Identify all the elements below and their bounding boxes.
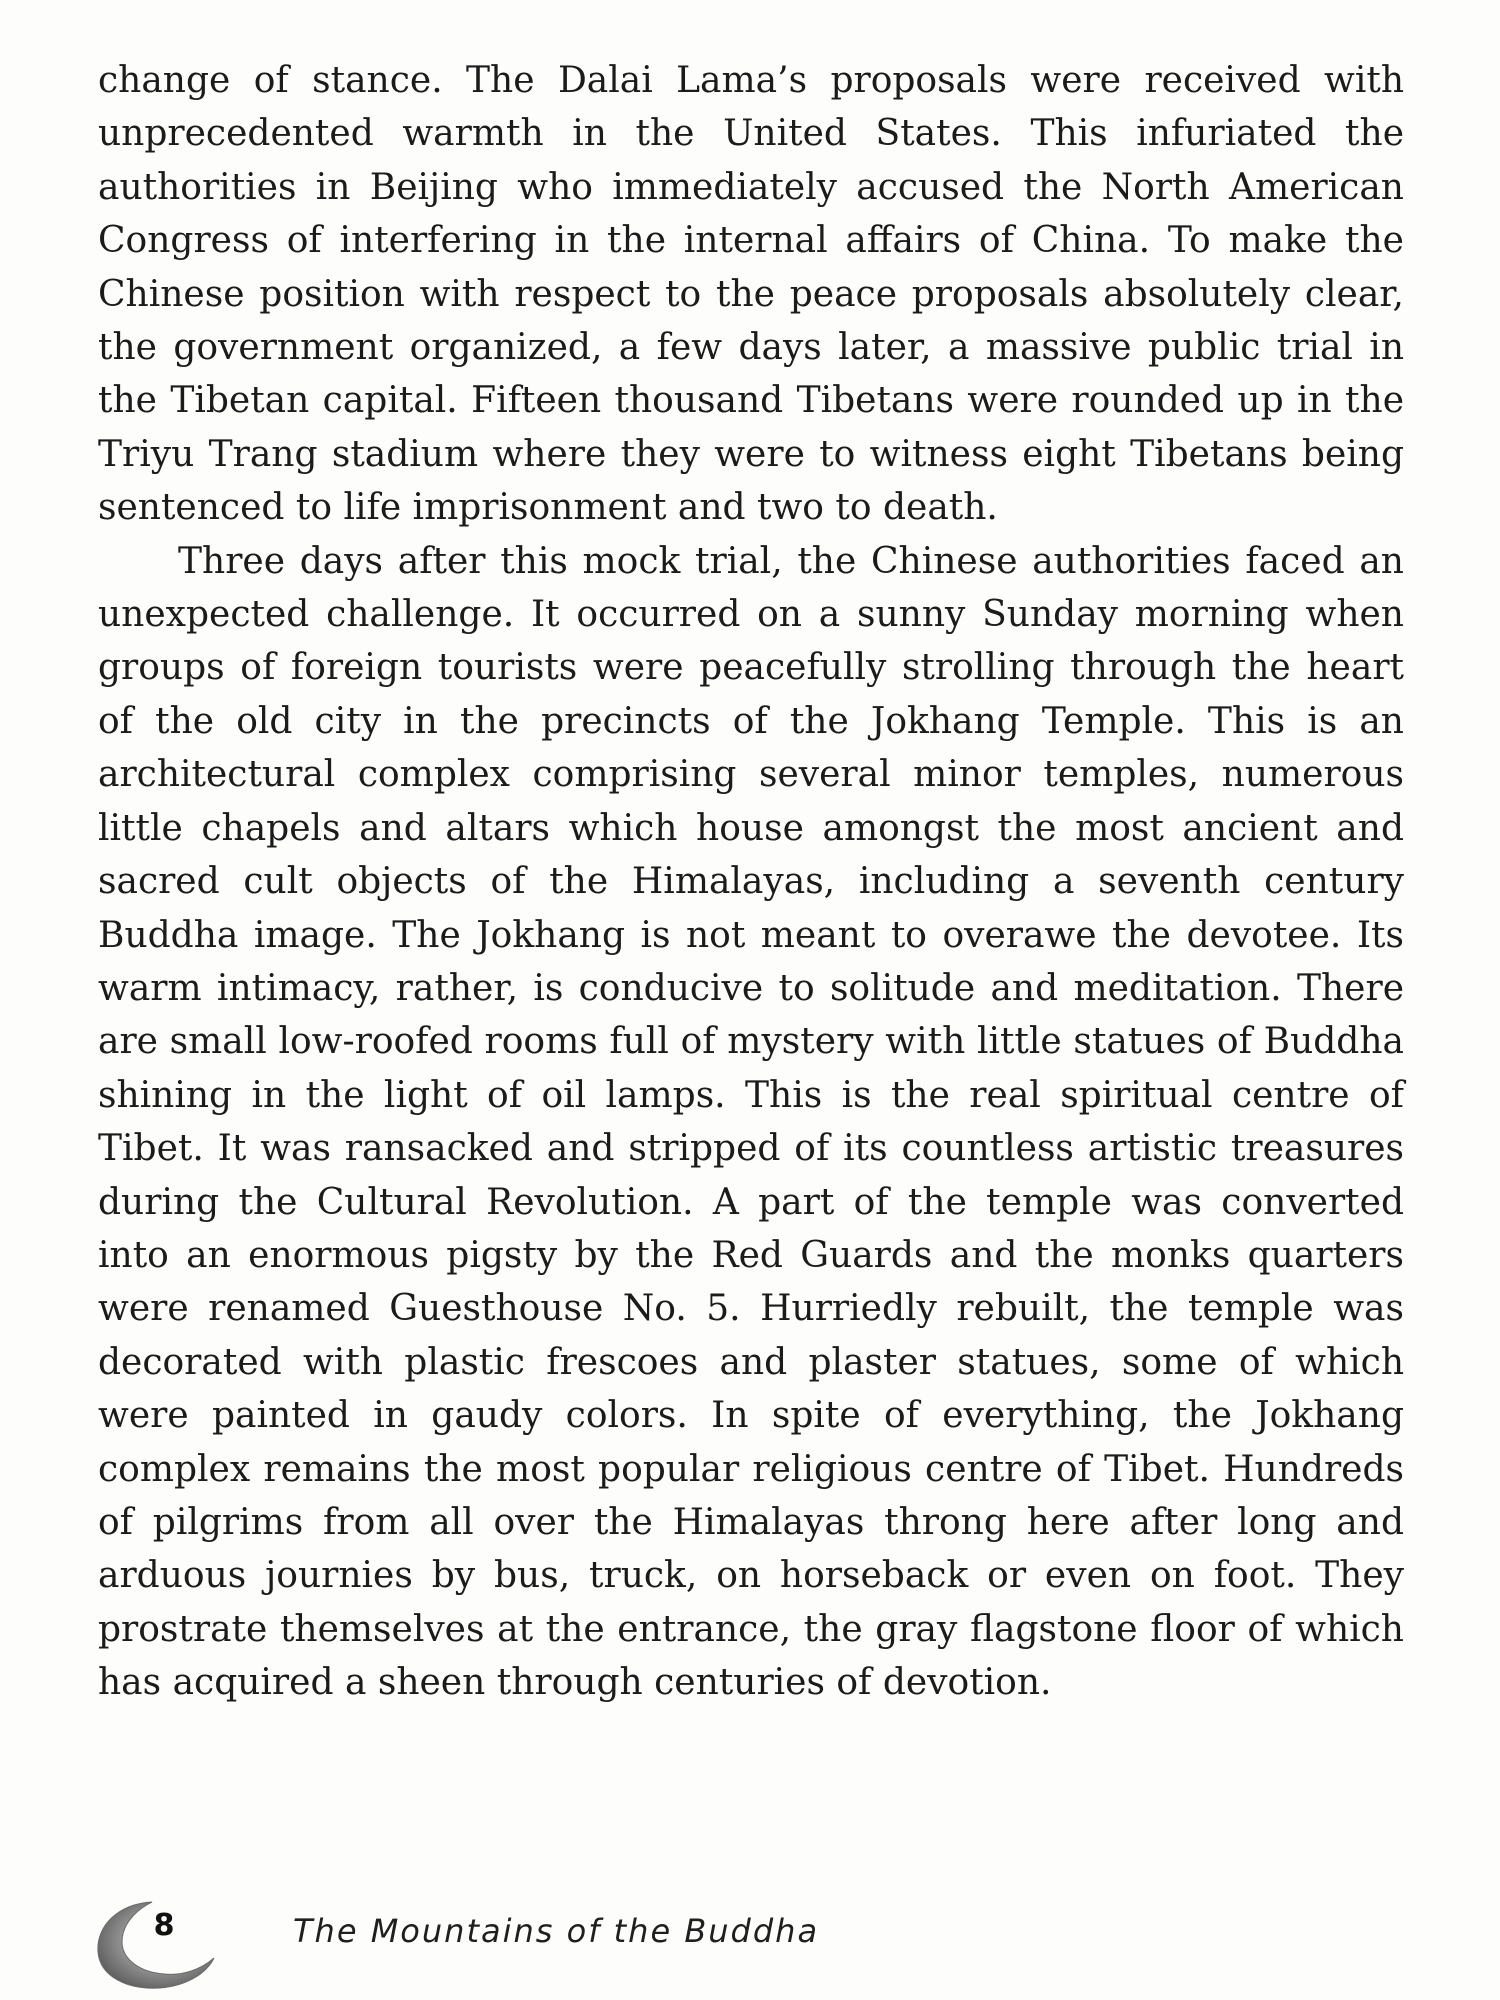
page-footer [90, 1900, 1410, 1990]
paragraph-2: Three days after this mock trial, the Chinese authorities faced an unexpected challenge. It occurred on a sunny Sunday morning when groups of foreign tourists were peacefully strolling through the heart of the old city in the precincts of the Jokhang Temple. This is an architectural complex comprising several minor temples, numerous little chapels and altars which house amongst the most ancient and sacred cult objects of the Himalayas, including a seventh century Buddha image. The Jokhang is not meant to overawe the devotee. Its warm intimacy, rather, is conducive to solitude and meditation. There are small low-roofed rooms full of mystery with little statues of Buddha shining in the light of oil lamps. This is the real spiritual centre of Tibet. It was ransacked and stripped of its countless artistic treasures during the Cultural Revolution. A part of the temple was converted into an enormous pigsty by the Red Guards and the monks quarters were renamed Guesthouse No. 5. Hurriedly rebuilt, the temple was decorated with plastic frescoes and plaster statues, some of which were painted in gaudy colors. In spite of everything, the Jokhang complex remains the most popular religious centre of Tibet. Hundreds of pilgrims from all over the Himalayas throng here after long and arduous journies by bus, truck, on horseback or even on foot. They prostrate themselves at the entrance, the gray flagstone floor of which has acquired a sheen through centuries of devotion. [98, 540, 1404, 1704]
page-number: 8 [153, 1908, 175, 1943]
paragraph-1: change of stance. The Dalai Lama’s proposals were received with unprecedented warmth in the United States. This infuriated the authorities in Beijing who immediately accused the North American Congress of interfering in the internal affairs of China. To make the Chinese position with respect to the peace proposals absolutely clear, the government organized, a few days later, a massive public trial in the Tibetan capital. Fifteen thousand Tibetans were rounded up in the Triyu Trang stadium where they were to witness eight Tibetans being sentenced to life imprisonment and two to death. [98, 60, 1404, 529]
body-text [98, 54, 1404, 1710]
running-footer-title: The Mountains of the Buddha [293, 1912, 820, 1950]
